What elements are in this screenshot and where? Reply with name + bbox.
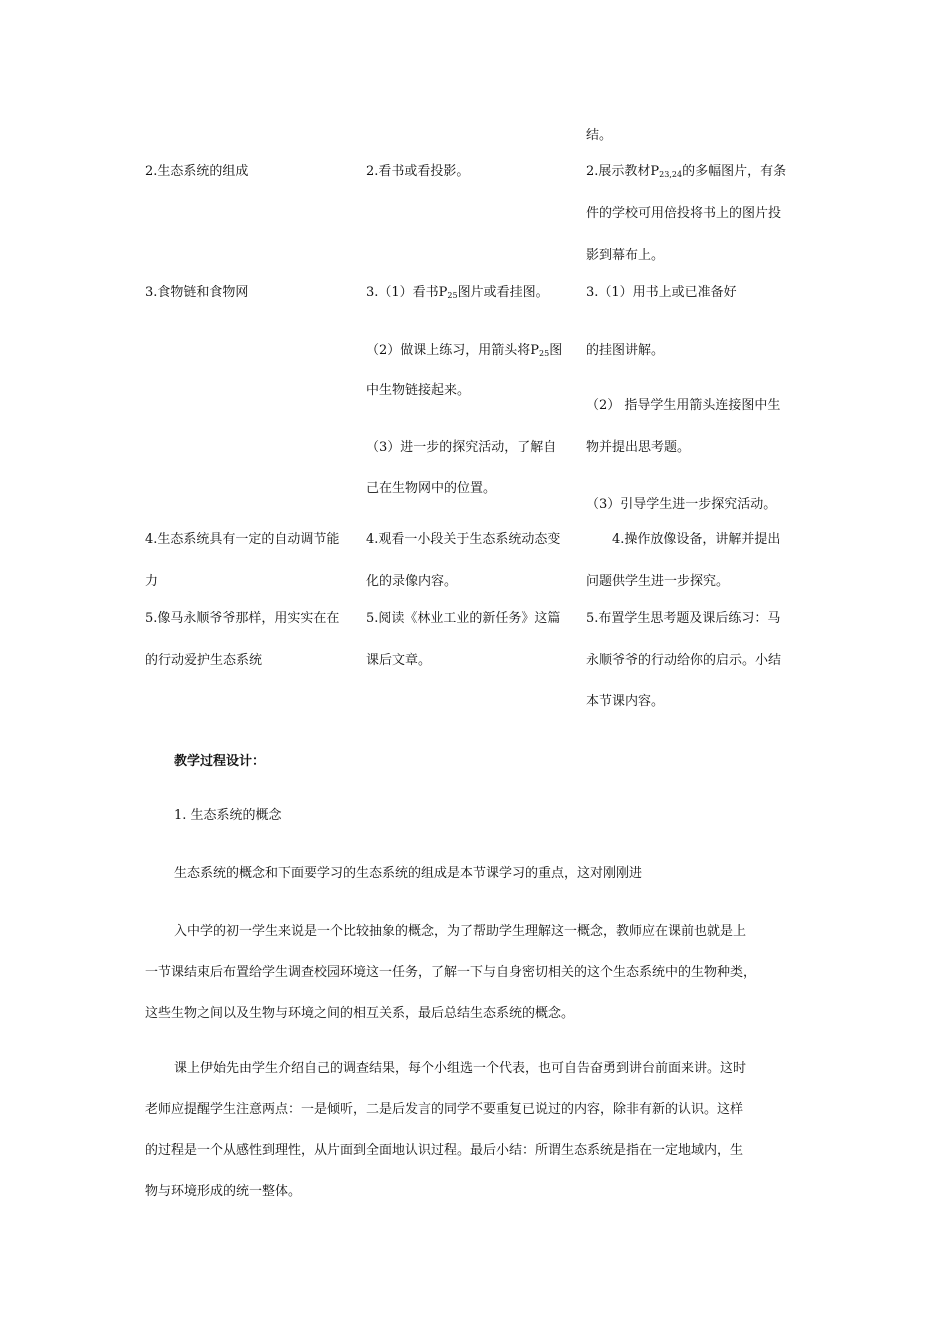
table-cell-text: 的挂图讲解。 — [586, 343, 665, 358]
table-cell-text: 4.生态系统具有一定的自动调节能 — [145, 532, 340, 547]
table-cell-text: 4.操作放像设备，讲解并提出 — [612, 532, 781, 547]
table-cell-text: 2.生态系统的组成 — [145, 164, 249, 179]
table-cell-text: 影到幕布上。 — [586, 248, 665, 263]
table-cell-text: 问题供学生进一步探究。 — [586, 574, 730, 589]
paragraph-line: 老师应提醒学生注意两点：一是倾听，二是后发言的同学不要重复已说过的内容，除非有新的认识。这样 — [145, 1102, 744, 1117]
paragraph-line: 入中学的初一学生来说是一个比较抽象的概念，为了帮助学生理解这一概念，教师应在课前也就是上 — [174, 924, 747, 939]
text-run: 图 — [549, 343, 563, 358]
subsection-title: 1. 生态系统的概念 — [174, 808, 282, 823]
subscript: 25 — [447, 291, 458, 300]
table-cell-text: 本节课内容。 — [586, 694, 665, 709]
table-cell-text — [586, 164, 786, 183]
paragraph-line: 这些生物之间以及生物与环境之间的相互关系，最后总结生态系统的概念。 — [145, 1006, 575, 1021]
paragraph-line: 的过程是一个从感性到理性，从片面到全面地认识过程。最后小结：所谓生态系统是指在一定地域内，生 — [145, 1143, 744, 1158]
table-cell-text: 5.布置学生思考题及课后练习：马 — [586, 611, 781, 626]
text-run: 图片或看挂图。 — [457, 285, 549, 300]
table-cell-text: 5.像马永顺爷爷那样，用实实在在 — [145, 611, 340, 626]
table-cell-text: （2） 指导学生用箭头连接图中生 — [586, 398, 781, 413]
table-cell-text: 课后文章。 — [366, 653, 432, 668]
paragraph-line: 一节课结束后布置给学生调查校园环境这一任务，了解一下与自身密切相关的这个生态系统中的生物种类， — [145, 965, 757, 980]
text-run: （2）做课上练习，用箭头将P — [366, 343, 540, 358]
subscript: 25 — [539, 349, 550, 358]
paragraph-line: 物与环境形成的统一整体。 — [145, 1184, 302, 1199]
table-cell-text: 3.（1）用书上或已准备好 — [586, 285, 737, 300]
table-cell-text: 结。 — [586, 128, 613, 143]
table-cell-text: 化的录像内容。 — [366, 574, 458, 589]
table-cell-text: （3）引导学生进一步探究活动。 — [586, 497, 777, 512]
text-run: 2.展示教材P — [586, 164, 660, 179]
table-cell-text: 永顺爷爷的行动给你的启示。小结 — [586, 653, 782, 668]
table-cell-text — [366, 343, 562, 362]
text-run: 3.（1）看书P — [366, 285, 448, 300]
table-cell-text: 件的学校可用倍投将书上的图片投 — [586, 206, 782, 221]
table-cell-text: 力 — [145, 574, 159, 589]
table-cell-text — [366, 285, 549, 304]
subscript: 23,24 — [659, 170, 683, 179]
table-cell-text: 己在生物网中的位置。 — [366, 481, 497, 496]
section-heading: 教学过程设计： — [174, 754, 266, 769]
text-run: 的多幅图片，有条 — [682, 164, 787, 179]
table-cell-text: 物并提出思考题。 — [586, 440, 691, 455]
paragraph-line: 课上伊始先由学生介绍自己的调查结果，每个小组选一个代表，也可自告奋勇到讲台前面来讲。这时 — [174, 1061, 747, 1076]
table-cell-text: 2.看书或看投影。 — [366, 164, 470, 179]
paragraph-line: 生态系统的概念和下面要学习的生态系统的组成是本节课学习的重点，这对刚刚进 — [174, 866, 643, 881]
table-cell-text: 中生物链接起来。 — [366, 383, 471, 398]
table-cell-text: （3）进一步的探究活动，了解自 — [366, 440, 557, 455]
table-cell-text: 5.阅读《林业工业的新任务》这篇 — [366, 611, 561, 626]
table-cell-text: 3.食物链和食物网 — [145, 285, 249, 300]
table-cell-text: 4.观看一小段关于生态系统动态变 — [366, 532, 561, 547]
table-cell-text: 的行动爱护生态系统 — [145, 653, 263, 668]
